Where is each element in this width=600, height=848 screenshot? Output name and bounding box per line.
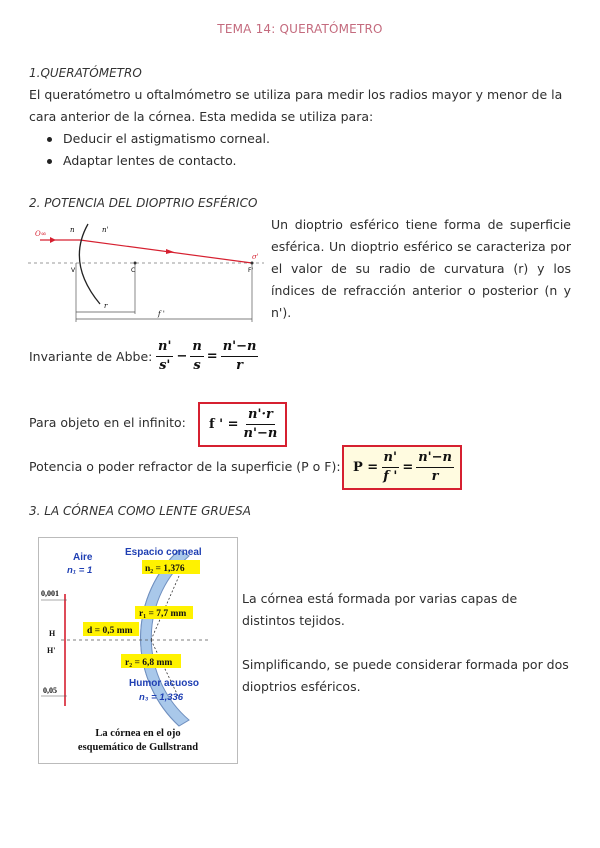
abbe-label: Invariante de Abbe: [29, 349, 153, 364]
section-2-paragraph: Un dioptrio esférico tiene forma de superficie esférica. Un dioptrio esférico se caracteriza por el valor de su radio de curvatura (r) y los índices de refracción anterior o posterior (n y n'). [271, 217, 571, 320]
n2-label: n₂ = 1,376 [145, 564, 185, 574]
r1-label: r₁ = 7,7 mm [139, 609, 187, 619]
center-point [134, 262, 137, 265]
abbe-num-1: n' [156, 338, 173, 357]
n-prime-label: n' [102, 226, 109, 234]
n1-label: n₁ = 1 [67, 565, 93, 576]
section-2-heading: 2. POTENCIA DEL DIOPTRIO ESFÉRICO [29, 196, 258, 210]
aire-label: Aire [73, 552, 93, 563]
h-prime-label: H' [47, 646, 56, 655]
section-1-heading: 1.QUERATÓMETRO [29, 66, 142, 80]
abbe-num-2: n [190, 338, 203, 357]
n-label: n [70, 226, 75, 234]
r-label: r [104, 302, 108, 310]
power-num-1: n' [382, 449, 399, 468]
v-label: V [71, 267, 76, 274]
ray-arrow [50, 237, 56, 243]
humor-label: Humor acuoso [129, 678, 200, 689]
power-den-1: f ' [383, 469, 398, 484]
power-label: Potencia o poder refractor de la superficie (P o F): [29, 459, 341, 474]
abbe-den-2: s [193, 358, 201, 373]
section-3-paragraph-2: Simplificando, se puede considerar formada por dos dioptrios esféricos. [242, 657, 569, 694]
bullet-item: Deducir el astigmatismo corneal. [29, 128, 569, 150]
c-label: C [131, 267, 136, 274]
section-1-paragraph: El queratómetro u oftalmómetro se utiliza para medir los radios mayor y menor de la cara anterior de la córnea. Esta medida se utiliza para: [29, 87, 563, 124]
abbe-den-1: s' [159, 358, 171, 373]
abbe-den-3: r [236, 358, 244, 373]
section-3-paragraph-1: La córnea está formada por varias capas de distintos tejidos. [242, 591, 518, 628]
abbe-formula [156, 338, 258, 375]
cornea-figure [38, 537, 238, 764]
abbe-minus: − [176, 349, 188, 364]
power-num-2: n'−n [416, 449, 454, 468]
infinity-label: Para objeto en el infinito: [29, 415, 186, 430]
v001-label: 0,001 [41, 589, 59, 598]
figure-caption-line-1: La córnea en el ojo [95, 728, 181, 739]
focal-formula-box [198, 402, 287, 447]
dioptrio-diagram [28, 218, 266, 326]
section-3-heading: 3. LA CÓRNEA COMO LENTE GRUESA [29, 504, 251, 518]
focal-den: n'−n [243, 426, 278, 441]
v005-label: 0,05 [43, 686, 57, 695]
bullet-item: Adaptar lentes de contacto. [29, 150, 569, 172]
ray-label: O∞ [35, 230, 47, 238]
espacio-label: Espacio corneal [125, 547, 202, 558]
abbe-num-3: n'−n [221, 338, 259, 357]
focal-num: n'·r [246, 406, 275, 425]
f-point-label: F' [248, 267, 254, 274]
section-1-bullets [29, 128, 569, 172]
page-title: TEMA 14: QUERATÓMETRO [217, 22, 383, 36]
power-equals: = [402, 460, 414, 475]
n3-label: n₃ = 1,336 [139, 692, 184, 703]
f-length-label: f ' [158, 310, 165, 318]
power-lhs: P = [353, 460, 379, 475]
sigma-label: σ' [252, 253, 259, 261]
ray-arrow [166, 249, 174, 254]
d-label: d = 0,5 mm [87, 626, 133, 636]
figure-caption-line-2: esquemático de Gullstrand [77, 742, 199, 753]
power-formula-box [342, 445, 462, 490]
focal-lhs: f ' = [209, 417, 239, 432]
power-den-2: r [431, 469, 439, 484]
r2-label: r₂ = 6,8 mm [125, 658, 173, 668]
spherical-surface [79, 224, 100, 304]
focus-point [251, 262, 254, 265]
h-label: H [49, 629, 56, 638]
abbe-equals: = [206, 349, 218, 364]
